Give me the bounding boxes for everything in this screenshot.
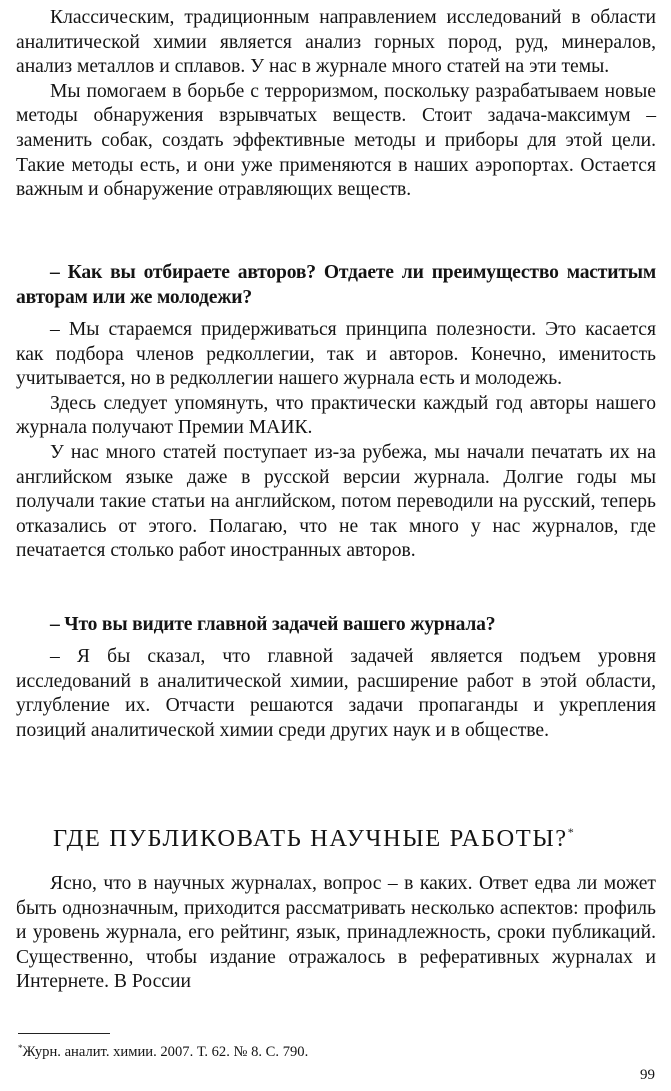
section-heading-text: ГДЕ ПУБЛИКОВАТЬ НАУЧНЫЕ РАБОТЫ?: [53, 825, 568, 852]
footnote-text: Журн. аналит. химии. 2007. Т. 62. № 8. С. 790.: [22, 1044, 309, 1060]
question-main-task: – Что вы видите главной задачей вашего журнала?: [50, 614, 496, 635]
paragraph-mining-analysis: Классическим, традиционным направлением исследований в области аналитической химии является анализ горных пород, руд, минералов, анализ металлов и сплавов. У нас в журнале много статей на эти темы.: [16, 7, 656, 78]
paragraph-maik-prizes: Здесь следует упомянуть, что практически каждый год авторы нашего журнала получают Премии МАИК.: [16, 392, 656, 439]
answer-2-block: [16, 645, 656, 743]
paragraph-where-to-publish: Ясно, что в научных журналах, вопрос – в каких. Ответ едва ли может быть однозначным, приходится рассматривать несколько аспектов: профиль и уровень журнала, его рейтинг, язык, принадлежность, сроки публикаций. Существенно, чтобы издание отражалось в реферативных журналах и Интернете. В России: [16, 873, 656, 993]
footnote-divider: [18, 1033, 110, 1034]
paragraph-foreign-articles: У нас много статей поступает из-за рубежа, мы начали печатать их на английском языке даже в русской версии журнала. Долгие годы мы получали такие статьи на английском, потом переводили на русский, теперь отказались от этого. Полагаю, что не так много у нас журналов, где печатается столько работ иностранных авторов.: [16, 441, 656, 562]
interview-text-block: [16, 6, 656, 203]
paragraph-usefulness: – Мы стараемся придерживаться принципа полезности. Это касается как подбора членов редколлегии, так и авторов. Конечно, именитость учитывается, но в редколлегии нашего журнала есть и молодежь.: [16, 319, 656, 390]
heading-footnote-marker: *: [567, 825, 574, 839]
footnote-marker: *: [18, 1043, 23, 1053]
section-text-block: [16, 872, 656, 995]
paragraph-main-task-answer: – Я бы сказал, что главной задачей является подъем уровня исследований в аналитической химии, расширение работ в этой области, углубление их. Отчасти решаются задачи пропаганды и укрепления позиций аналитической химии среди других наук и в обществе.: [16, 646, 656, 741]
footnote: [18, 1039, 308, 1061]
section-heading: [53, 817, 653, 854]
question-1-block: [16, 261, 656, 310]
question-authors: – Как вы отбираете авторов? Отдаете ли преимущество маститым авторам или же молодежи?: [16, 262, 656, 308]
page-number: 99: [640, 1067, 655, 1083]
question-2-block: [16, 613, 656, 638]
answer-1-block: [16, 318, 656, 564]
paragraph-terrorism: Мы помогаем в борьбе с терроризмом, поскольку разрабатываем новые методы обнаружения взрывчатых веществ. Стоит задача-максимум – заменить собак, создать эффективные методы и приборы для этой цели. Такие методы есть, и они уже применяются в наших аэропортах. Остается важным и обнаружение отравляющих веществ.: [16, 80, 656, 201]
